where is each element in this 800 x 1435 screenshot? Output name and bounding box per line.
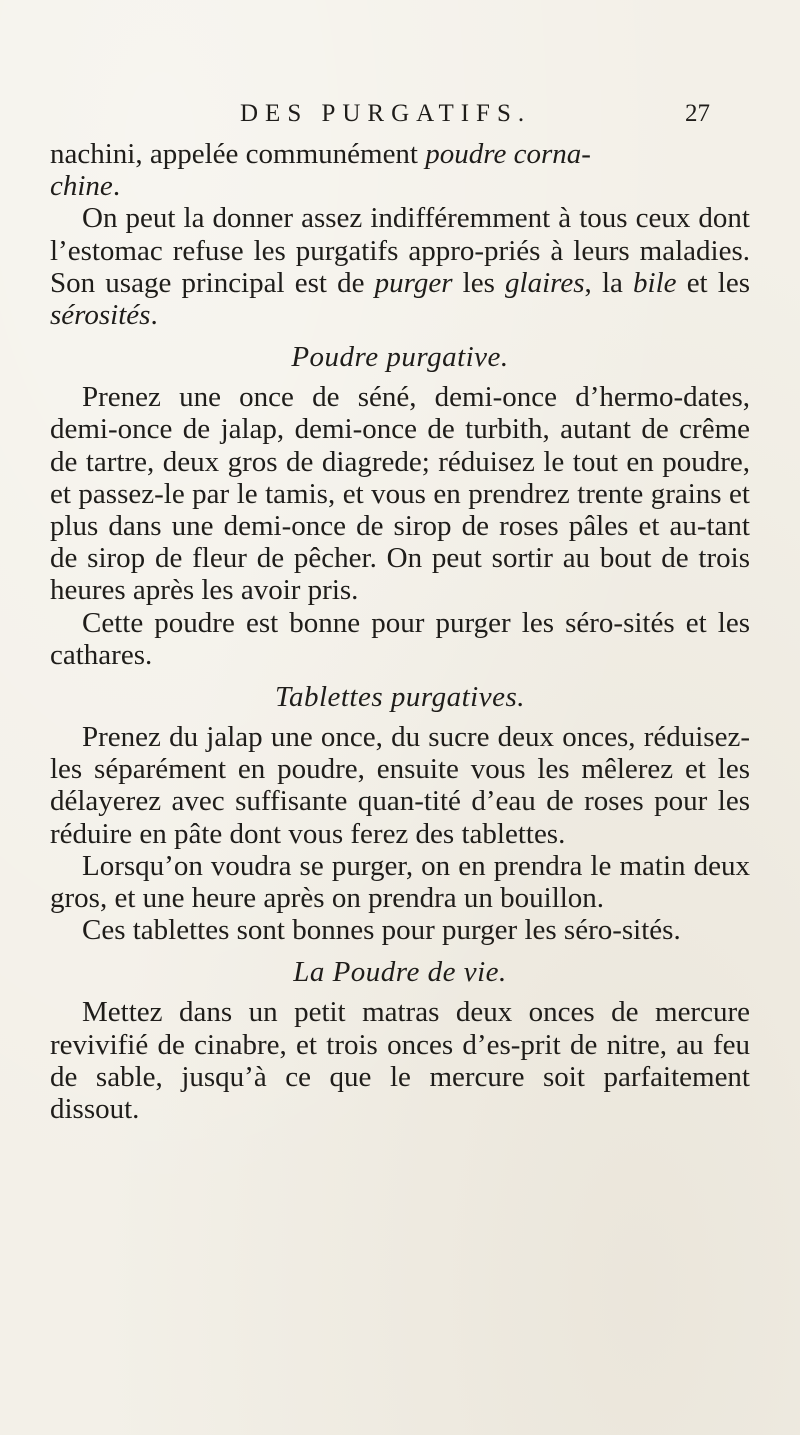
paragraph-text: les [452, 266, 506, 299]
paragraph-continuation [50, 138, 750, 202]
paragraph-text: nachini, appelée communément [50, 138, 426, 170]
punctuation: . [150, 299, 158, 332]
paragraph: Prenez du jalap une once, du sucre deux onces, réduisez-les séparément en poudre, ensuite vous les mêlerez et les délayerez avec suffisante quan-tité d’eau de roses pour les réduire en pâte dont vous ferez des tablettes. [50, 721, 750, 850]
section-heading: Poudre purgative. [291, 341, 509, 374]
section-heading: La Poudre de vie. [293, 956, 507, 989]
italic-term: bile [633, 266, 677, 299]
italic-term: purger [374, 266, 453, 299]
italic-term: poudre corna- [425, 138, 591, 170]
italic-term: sérosités [50, 299, 151, 332]
paragraph-text: On peut la donner assez indifféremment à tous ceux dont l’estomac refuse les purgatifs appro-priés à leurs maladies. Son usage principal est de [50, 202, 750, 299]
italic-term: chine [50, 170, 113, 203]
running-head-title: DES PURGATIFS. [240, 100, 532, 127]
paragraph: Mettez dans un petit matras deux onces de mercure revivifié de cinabre, et trois onces d’es-prit de nitre, au feu de sable, jusqu’à ce que le mercure soit parfaitement dissout. [50, 996, 750, 1126]
section-heading: Tablettes purgatives. [274, 681, 526, 714]
paragraph: Ces tablettes sont bonnes pour purger les séro-sités. [82, 914, 681, 947]
paragraph-text: , la [584, 266, 634, 299]
paragraph-text: et les [676, 266, 750, 299]
running-head [240, 100, 710, 136]
paragraph: Cette poudre est bonne pour purger les séro-sités et les cathares. [50, 606, 750, 671]
page-number: 27 [685, 100, 710, 127]
punctuation: . [112, 170, 121, 203]
paragraph: Prenez une once de séné, demi-once d’hermo-dates, demi-once de jalap, demi-once de turbith, autant de crême de tartre, deux gros de diagrede; réduisez le tout en poudre, et passez-le par le tamis, et vous en prendrez trente grains et plus dans une demi-once de sirop de roses pâles et au-tant de sirop de fleur de pêcher. On peut sortir au bout de trois heures après les avoir pris. [50, 381, 750, 607]
body-text [50, 138, 750, 1125]
italic-term: glaires [505, 266, 585, 299]
paragraph: Lorsqu’on voudra se purger, on en prendra le matin deux gros, et une heure après on prendra un bouillon. [50, 849, 750, 915]
paragraph [50, 202, 750, 331]
